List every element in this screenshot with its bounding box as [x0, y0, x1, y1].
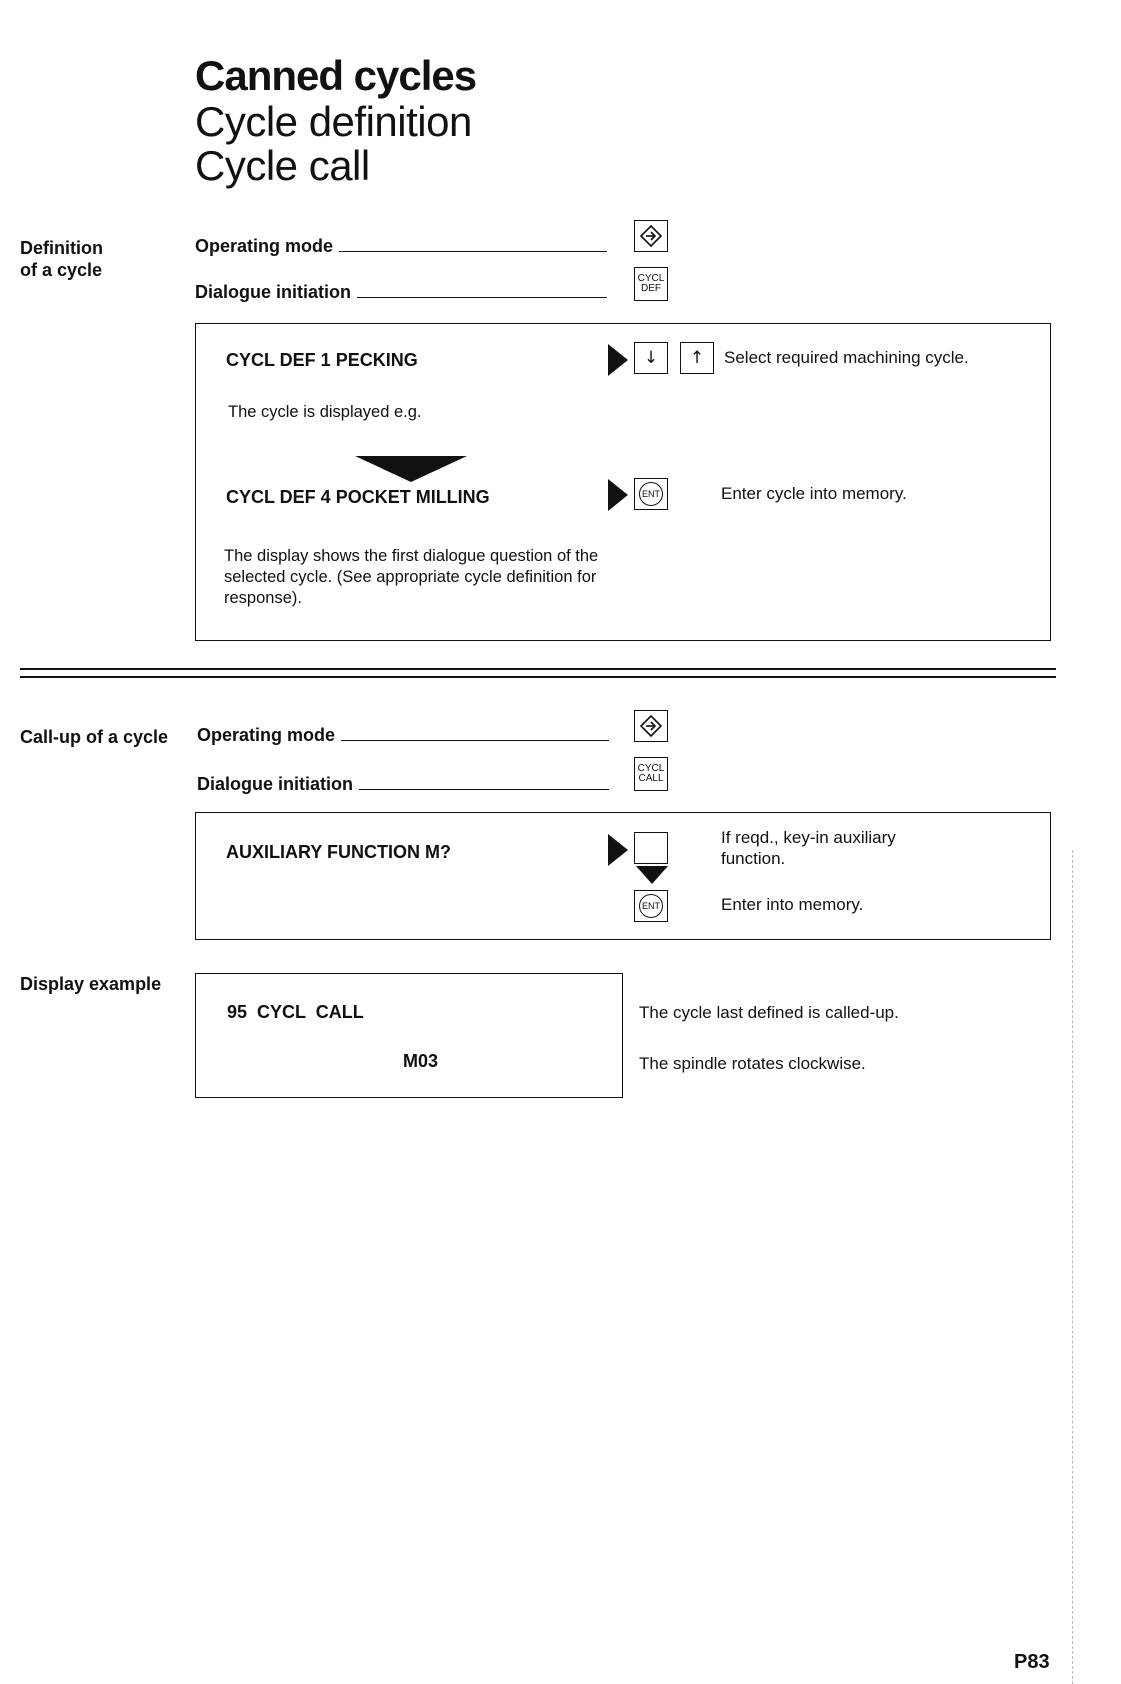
ent-key-circle: ENT	[639, 894, 663, 918]
keyin-auxiliary-note: If reqd., key-in auxiliary function.	[721, 828, 896, 868]
cycl-call-key-line1: CYCL	[637, 763, 665, 774]
cycle-displayed-note: The cycle is displayed e.g.	[228, 403, 422, 421]
cycl-call-key-line2: CALL	[638, 773, 664, 784]
field-leader-line	[359, 788, 609, 790]
cycle-called-note: The cycle last defined is called-up.	[639, 1003, 899, 1022]
display-line-cycl-call: 95 CYCL CALL	[227, 1002, 364, 1022]
operating-mode-label: Operating mode	[195, 236, 334, 256]
cycle-def-1-pecking: CYCL DEF 1 PECKING	[226, 350, 418, 370]
ent-key-circle: ENT	[639, 482, 663, 506]
definition-side-label-line2: of a cycle	[20, 260, 103, 280]
field-leader-line	[341, 739, 609, 741]
cycl-def-key-line1: CYCL	[637, 273, 665, 284]
cycl-def-key-line2: DEF	[641, 283, 661, 294]
definition-side-label-line1: Definition	[20, 238, 103, 258]
programming-mode-key-icon[interactable]	[634, 710, 668, 742]
select-cycle-note: Select required machining cycle.	[724, 348, 969, 367]
auxiliary-function-input-key[interactable]	[634, 832, 668, 864]
field-leader-line	[357, 296, 607, 298]
dialogue-initiation-label: Dialogue initiation	[195, 282, 351, 302]
callup-dialogue-initiation	[197, 774, 609, 795]
field-leader-line	[339, 250, 607, 252]
arrow-right-icon	[608, 344, 628, 376]
definition-dialogue-initiation	[195, 282, 607, 303]
section-divider	[20, 668, 1056, 670]
callup-operating-mode	[197, 725, 609, 746]
callup-side-label: Call-up of a cycle	[20, 727, 169, 747]
dialogue-initiation-label: Dialogue initiation	[197, 774, 353, 794]
operating-mode-label: Operating mode	[197, 725, 336, 745]
programming-mode-icon	[638, 714, 664, 738]
page-subtitle-cycle-call: Cycle call	[195, 142, 370, 189]
enter-into-memory-note: Enter into memory.	[721, 895, 864, 914]
programming-mode-icon	[638, 224, 664, 248]
arrow-up-key[interactable]: ↑	[680, 342, 714, 374]
arrow-down-key[interactable]: ↓	[634, 342, 668, 374]
arrow-down-icon	[355, 456, 467, 482]
enter-cycle-note: Enter cycle into memory.	[721, 484, 907, 503]
display-line-m03: M03	[403, 1051, 439, 1071]
page-number: P83	[1014, 1651, 1050, 1673]
page-title: Canned cycles	[195, 52, 477, 99]
cycle-def-4-pocket-milling: CYCL DEF 4 POCKET MILLING	[226, 487, 490, 507]
section-divider	[20, 676, 1056, 678]
arrow-down-icon	[636, 866, 668, 884]
ent-key[interactable]	[634, 890, 668, 922]
cycl-def-key[interactable]	[634, 267, 668, 301]
spindle-rotates-note: The spindle rotates clockwise.	[639, 1054, 866, 1073]
margin-line	[1072, 850, 1073, 1684]
definition-side-label	[20, 237, 103, 281]
display-example-side-label: Display example	[20, 974, 162, 994]
first-dialogue-note: The display shows the first dialogue question of the selected cycle. (See appropriate cycle definition for response).	[224, 547, 599, 607]
auxiliary-function-question: AUXILIARY FUNCTION M?	[226, 842, 451, 862]
display-example-box	[195, 973, 623, 1098]
programming-mode-key-icon[interactable]	[634, 220, 668, 252]
page-subtitle-cycle-definition: Cycle definition	[195, 98, 472, 145]
cycl-call-key[interactable]	[634, 757, 668, 791]
arrow-right-icon	[608, 479, 628, 511]
definition-operating-mode	[195, 236, 607, 257]
ent-key[interactable]	[634, 478, 668, 510]
arrow-right-icon	[608, 834, 628, 866]
